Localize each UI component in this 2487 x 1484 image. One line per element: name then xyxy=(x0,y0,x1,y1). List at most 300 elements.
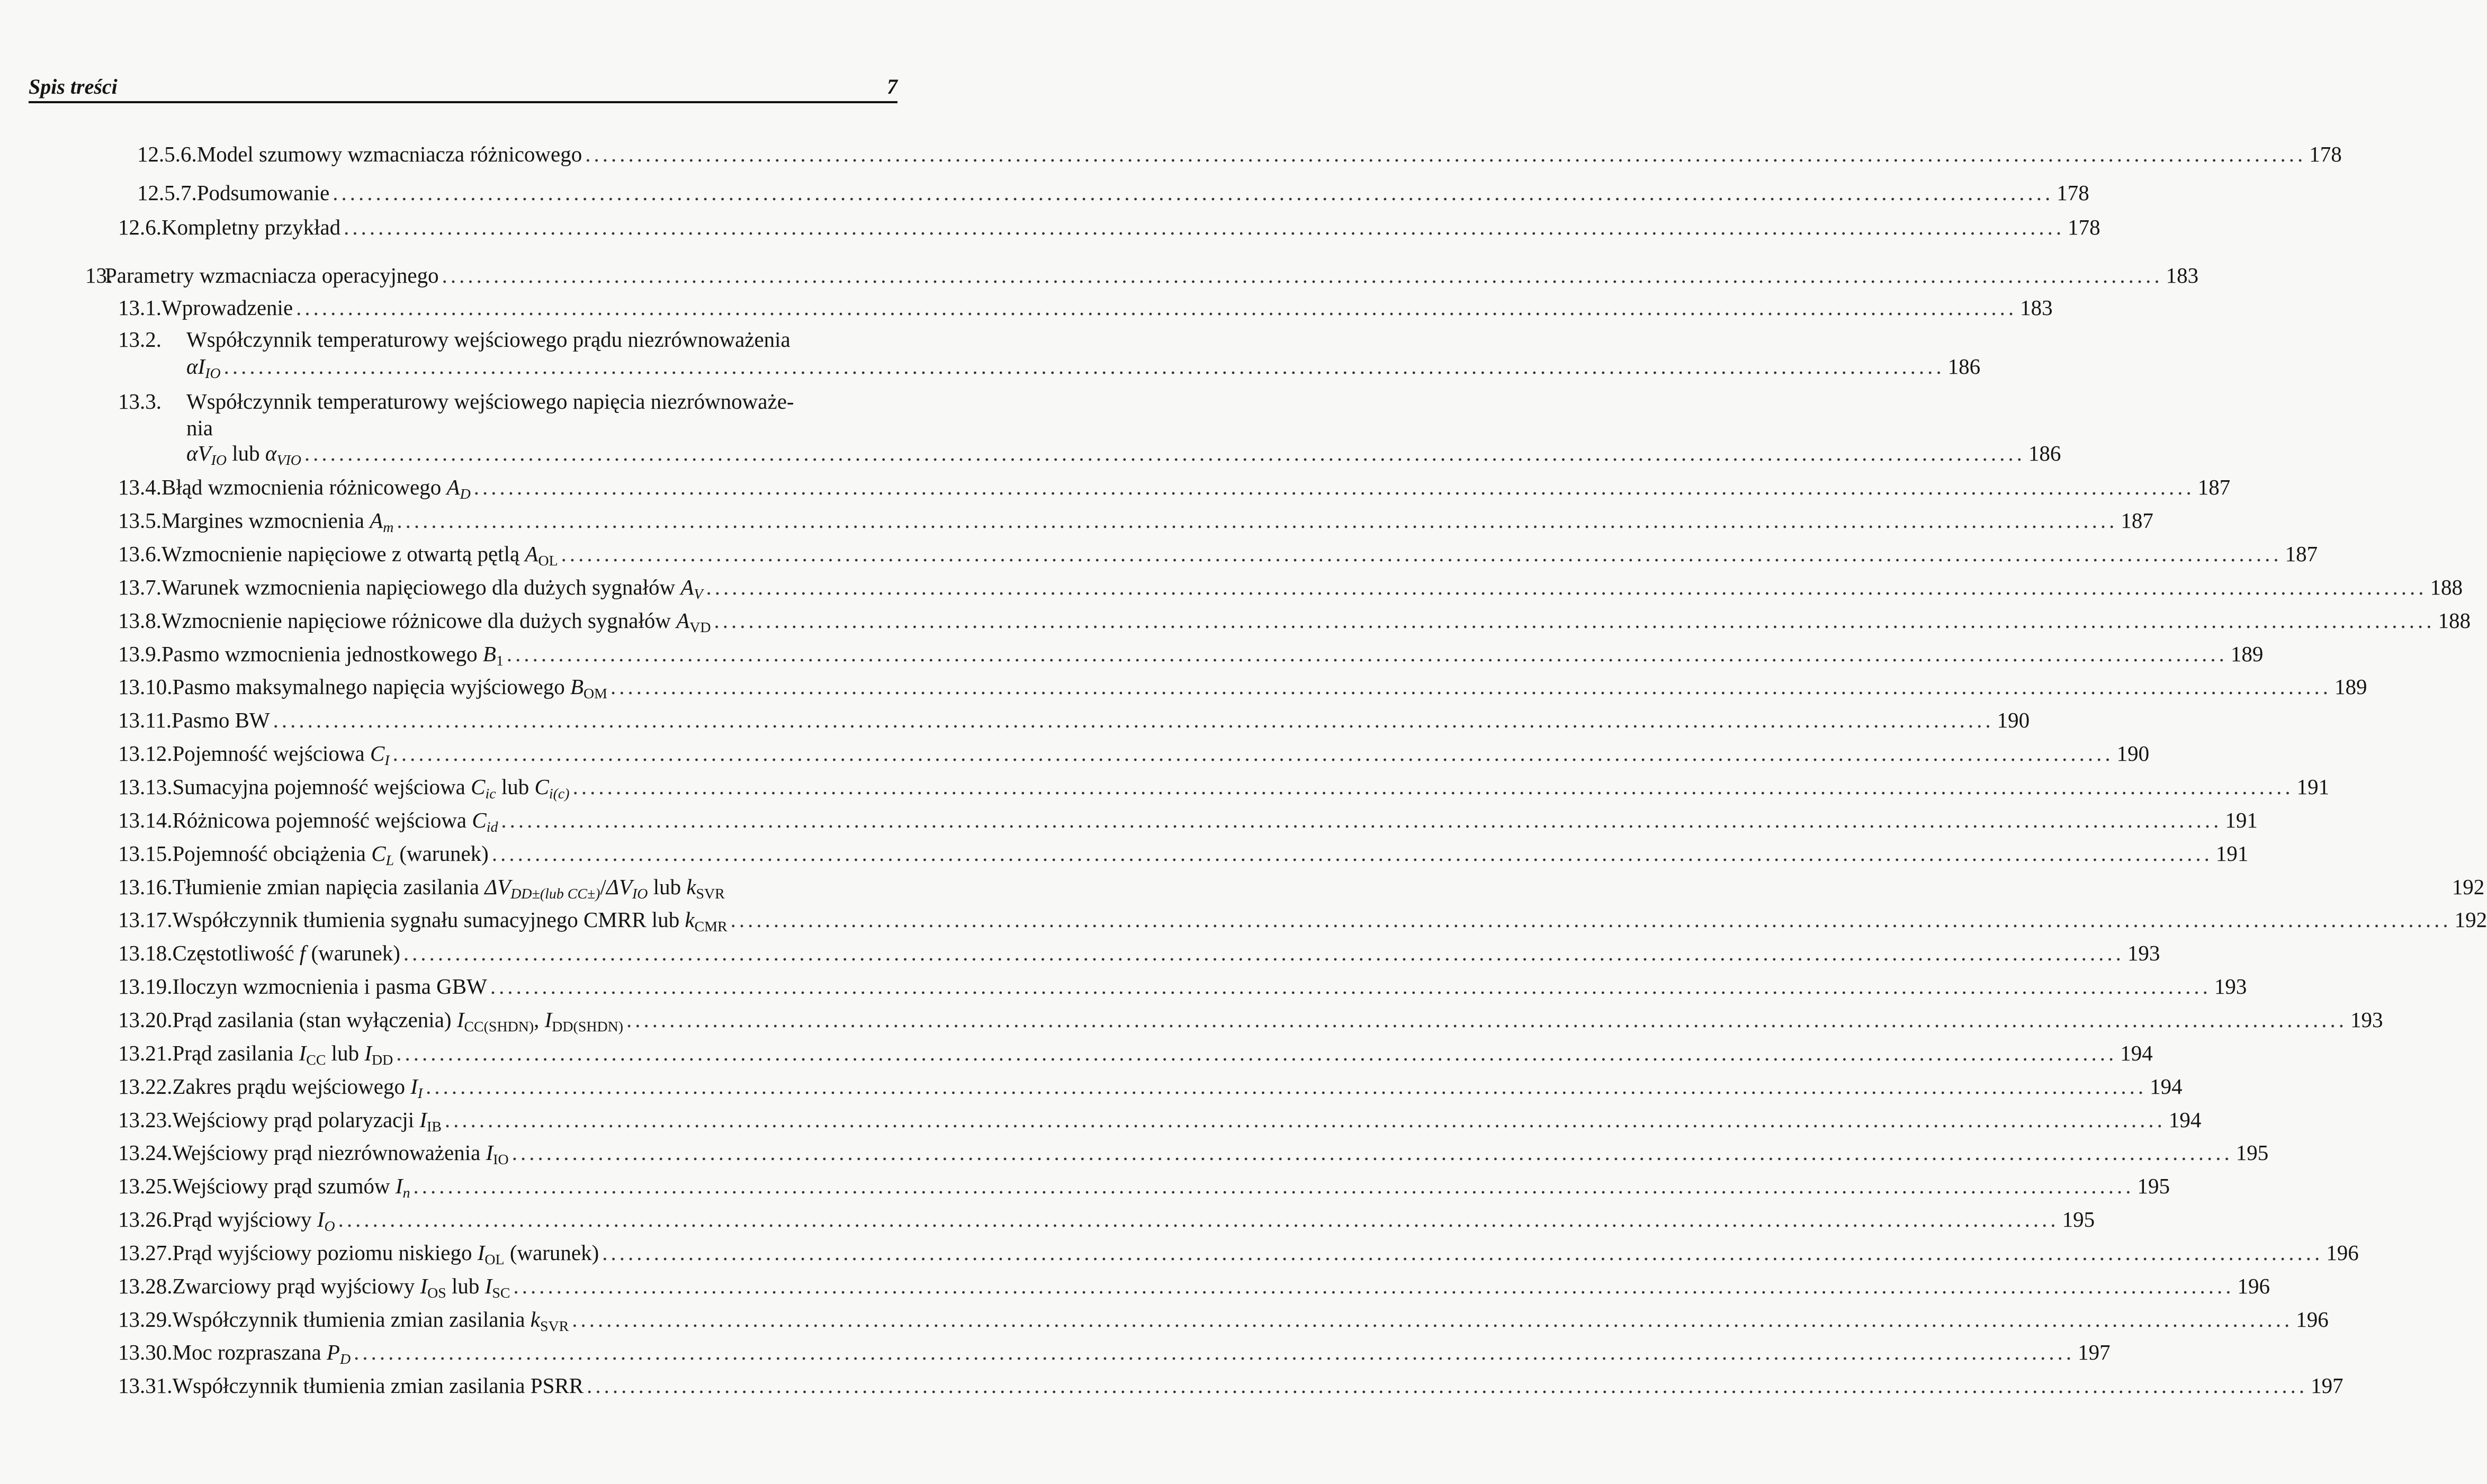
entry-title xyxy=(186,388,899,415)
entry-title xyxy=(172,906,2455,936)
toc-entry[interactable] xyxy=(118,1106,2202,1135)
math-symbol: I xyxy=(317,1207,325,1232)
entry-page: 187 xyxy=(2121,508,2153,533)
math-subscript: 1 xyxy=(496,652,504,669)
entry-page: 195 xyxy=(2137,1174,2170,1199)
entry-text: (warunek) xyxy=(394,841,489,866)
entry-title xyxy=(172,706,1997,734)
math-subscript: OM xyxy=(583,686,607,703)
toc-entry[interactable] xyxy=(118,573,2463,602)
entry-text: / xyxy=(600,874,606,899)
dot-leader: ........................................................................................................................................................................................................ xyxy=(506,641,2228,666)
entry-number: 13.13. xyxy=(118,775,173,799)
entry-number: 13.11. xyxy=(118,708,172,733)
entry-number: 13.5. xyxy=(118,508,161,533)
toc-entry[interactable] xyxy=(118,540,2318,569)
entry-title-text xyxy=(173,1006,624,1033)
entry-page: 194 xyxy=(2150,1074,2183,1099)
math-subscript: m xyxy=(383,519,394,536)
entry-number: 13.26. xyxy=(118,1207,173,1232)
entry-text: Warunek wzmocnienia napięciowego dla dużych sygnałów xyxy=(161,574,681,599)
entry-title xyxy=(173,1073,2150,1100)
entry-title-text xyxy=(173,740,390,767)
dot-leader: ........................................................................................................................................................................................................ xyxy=(706,574,2427,599)
entry-page: 196 xyxy=(2237,1273,2270,1298)
math-subscript: CC xyxy=(306,1051,326,1068)
entry-title-text xyxy=(173,1172,410,1200)
math-symbol: αI xyxy=(186,354,205,379)
entry-page: 183 xyxy=(2020,295,2053,320)
entry-title xyxy=(172,673,2335,703)
entry-title xyxy=(173,1106,2169,1134)
toc-entry[interactable] xyxy=(118,388,899,415)
entry-title xyxy=(173,1172,2138,1200)
math-subscript: CMR xyxy=(694,919,728,936)
math-symbol: I xyxy=(477,1240,485,1265)
entry-number: 12.6. xyxy=(118,214,161,239)
entry-title xyxy=(161,507,2121,534)
entry-title xyxy=(173,1206,2062,1233)
entry-title xyxy=(173,840,2216,867)
entry-text: Iloczyn wzmocnienia i pasma GBW xyxy=(172,974,487,999)
math-symbol: I xyxy=(364,1040,372,1065)
toc-entry[interactable] xyxy=(118,1006,2383,1035)
dot-leader: ........................................................................................................................................................................................................ xyxy=(473,475,2195,500)
entry-page: 195 xyxy=(2235,1140,2269,1165)
entry-number: 13.2. xyxy=(118,327,161,352)
entry-text: Współczynnik tłumienia sygnału sumacyjnego CMRR lub xyxy=(172,907,685,932)
toc-entry[interactable] xyxy=(118,294,2053,321)
entry-number: 13.14. xyxy=(118,807,173,832)
dot-leader: ........................................................................................................................................................................................................ xyxy=(610,674,2331,699)
entry-title-text xyxy=(173,1239,599,1266)
math-subscript: OS xyxy=(427,1284,446,1301)
entry-text: Wejściowy prąd niezrównoważenia xyxy=(172,1140,486,1165)
math-subscript: OL xyxy=(538,552,558,569)
math-subscript: IO xyxy=(493,1152,509,1168)
entry-number: 12.5.6. xyxy=(137,142,197,167)
entry-title-text xyxy=(173,840,489,867)
math-symbol: k xyxy=(685,907,695,932)
math-symbol: A xyxy=(680,574,694,599)
entry-number: 13.20. xyxy=(118,1007,173,1032)
dot-leader: ........................................................................................................................................................................................................ xyxy=(338,1207,2059,1232)
entry-title xyxy=(173,873,2452,901)
entry-title-text xyxy=(173,973,487,1000)
running-header-title: Spis treści xyxy=(29,75,118,98)
math-subscript: IO xyxy=(205,365,221,382)
entry-text: Prąd zasilania (stan wyłączenia) xyxy=(172,1007,457,1032)
math-subscript: IO xyxy=(632,885,648,902)
math-symbol: A xyxy=(525,542,538,566)
entry-title xyxy=(161,213,2068,241)
entry-page: 178 xyxy=(2057,181,2089,205)
entry-text: Błąd wzmocnienia różnicowego xyxy=(161,475,447,500)
toc-entry[interactable] xyxy=(118,1206,2095,1235)
math-subscript: I xyxy=(417,1085,423,1102)
entry-title-text xyxy=(173,1139,509,1166)
toc-entry[interactable] xyxy=(118,1039,2153,1068)
toc-entry[interactable] xyxy=(137,179,2089,206)
toc-entry-continuation[interactable] xyxy=(186,353,1981,382)
dot-leader: ........................................................................................................................................................................................................ xyxy=(442,263,2163,287)
entry-title xyxy=(173,1272,2238,1300)
entry-text: Zakres prądu wejściowego xyxy=(172,1074,411,1099)
math-subscript: L xyxy=(385,852,394,869)
math-subscript: D xyxy=(460,486,471,503)
toc-entry[interactable] xyxy=(118,673,2367,703)
toc-entry[interactable] xyxy=(118,1139,2269,1168)
dot-leader: ........................................................................................................................................................................................................ xyxy=(396,1040,2117,1065)
entry-title-text xyxy=(172,706,270,734)
math-subscript: VD xyxy=(689,619,711,636)
entry-page: 188 xyxy=(2438,608,2471,633)
entry-title-text xyxy=(172,673,607,703)
entry-title-text xyxy=(105,262,439,289)
entry-title-text xyxy=(186,326,791,353)
entry-number: 13.17. xyxy=(118,907,173,932)
math-symbol: C xyxy=(371,841,386,866)
dot-leader: ........................................................................................................................................................................................................ xyxy=(273,708,1994,733)
entry-page: 186 xyxy=(1947,354,1981,379)
entry-title-text xyxy=(197,140,582,168)
math-subscript: DD(SHDN) xyxy=(552,1018,624,1035)
math-subscript: V xyxy=(694,586,703,602)
dot-leader: ........................................................................................................................................................................................................ xyxy=(304,441,2025,466)
entry-number: 13.29. xyxy=(118,1307,173,1332)
toc-entry[interactable] xyxy=(118,973,2247,1000)
entry-title xyxy=(197,179,2057,206)
entry-title-text xyxy=(161,573,703,601)
entry-title-text xyxy=(173,806,498,834)
entry-text: lub xyxy=(446,1273,485,1298)
entry-title xyxy=(173,973,2214,1000)
entry-text: Pasmo maksymalnego napięcia wyjściowego xyxy=(172,674,570,699)
dot-leader: ........................................................................................................................................................................................................ xyxy=(602,1240,2323,1265)
entry-number: 13.18. xyxy=(118,941,173,966)
dot-leader: ........................................................................................................................................................................................................ xyxy=(354,1340,2075,1365)
entry-title xyxy=(173,1139,2236,1166)
entry-text: Współczynnik temperaturowy wejściowego prądu niezrównoważenia xyxy=(186,327,791,352)
toc-entry[interactable] xyxy=(118,1372,2344,1399)
toc-entry-continuation[interactable] xyxy=(186,439,2061,469)
dot-leader: ........................................................................................................................................................................................................ xyxy=(344,214,2065,239)
entry-title xyxy=(173,939,2127,967)
dot-leader: ........................................................................................................................................................................................................ xyxy=(403,941,2124,966)
entry-text: Współczynnik tłumienia zmian zasilania PSRR xyxy=(172,1373,584,1398)
entry-title xyxy=(173,1338,2078,1366)
dot-leader: ........................................................................................................................................................................................................ xyxy=(730,907,2452,932)
entry-page: 197 xyxy=(2078,1340,2111,1365)
entry-text: Częstotliwość xyxy=(172,941,300,966)
entry-page: 196 xyxy=(2326,1240,2359,1265)
entry-title xyxy=(173,773,2297,801)
entry-text: Wzmocnienie napięciowe różnicowe dla dużych sygnałów xyxy=(161,608,677,633)
entry-number: 13.22. xyxy=(118,1074,173,1099)
entry-text: lub xyxy=(648,874,687,899)
entry-text: Model szumowy wzmacniacza różnicowego xyxy=(196,142,582,167)
dot-leader: ........................................................................................................................................................................................................ xyxy=(392,741,2114,766)
entry-number: 13.15. xyxy=(118,841,173,866)
entry-title xyxy=(161,540,2285,568)
entry-number: 13.1. xyxy=(118,295,161,320)
math-symbol: I xyxy=(544,1007,552,1032)
math-symbol: I xyxy=(420,1273,428,1298)
math-symbol: ΔV xyxy=(484,874,511,899)
entry-text: Pojemność obciążenia xyxy=(172,841,372,866)
toc-entry[interactable] xyxy=(118,326,899,353)
math-subscript: i(c) xyxy=(549,785,570,802)
math-subscript: id xyxy=(486,819,498,835)
entry-title xyxy=(161,294,2020,321)
math-subscript: IO xyxy=(211,452,227,469)
entry-text: Prąd wyjściowy xyxy=(172,1207,317,1232)
math-subscript: ic xyxy=(485,785,496,802)
entry-title-text xyxy=(197,179,330,206)
entry-page: 178 xyxy=(2068,214,2100,239)
dot-leader: ........................................................................................................................................................................................................ xyxy=(572,1307,2293,1332)
dot-leader: ........................................................................................................................................................................................................ xyxy=(296,295,2017,320)
entry-text: Współczynnik tłumienia zmian zasilania xyxy=(172,1307,531,1332)
entry-page: 189 xyxy=(2334,674,2367,699)
header-rule xyxy=(29,101,897,103)
math-subscript: DD xyxy=(371,1051,393,1068)
entry-title xyxy=(173,740,2117,767)
entry-page: 195 xyxy=(2062,1207,2095,1232)
toc-entry[interactable] xyxy=(118,706,2030,734)
math-symbol: A xyxy=(370,508,383,533)
toc-entry[interactable] xyxy=(118,640,2264,669)
toc-entry[interactable] xyxy=(118,1239,2359,1268)
entry-title-text xyxy=(186,414,213,442)
entry-number: 13.21. xyxy=(118,1040,173,1065)
entry-number: 13.27. xyxy=(118,1240,173,1265)
math-symbol: I xyxy=(486,1140,493,1165)
entry-text: Parametry wzmacniacza operacyjnego xyxy=(105,263,439,287)
math-subscript: O xyxy=(324,1218,335,1235)
toc-entry[interactable] xyxy=(118,1172,2170,1201)
entry-page: 187 xyxy=(2197,475,2231,500)
math-symbol: C xyxy=(370,741,385,766)
math-symbol: C xyxy=(471,775,486,799)
toc-entry[interactable] xyxy=(118,773,2330,802)
dot-leader: ........................................................................................................................................................................................................ xyxy=(561,542,2282,566)
entry-title-text xyxy=(173,939,400,967)
math-symbol: k xyxy=(530,1307,540,1332)
entry-title-text xyxy=(172,906,728,936)
entry-number: 13.12. xyxy=(118,741,173,766)
entry-text: Wzmocnienie napięciowe z otwartą pętlą xyxy=(161,542,525,566)
toc-entry[interactable] xyxy=(118,507,2153,536)
math-subscript: D xyxy=(339,1351,351,1368)
dot-leader: ........................................................................................................................................................................................................ xyxy=(714,608,2435,633)
entry-text: Pasmo BW xyxy=(171,708,270,733)
math-subscript: CC(SHDN) xyxy=(464,1018,534,1035)
entry-page: 190 xyxy=(1997,708,2030,733)
entry-page: 186 xyxy=(2028,441,2061,466)
entry-text: Wejściowy prąd polaryzacji xyxy=(172,1107,420,1132)
entry-text: Pasmo wzmocnienia jednostkowego xyxy=(161,641,483,666)
math-symbol: I xyxy=(410,1074,418,1099)
math-symbol: P xyxy=(326,1340,340,1365)
math-subscript: DD±(lub CC±) xyxy=(510,885,600,902)
entry-title-text xyxy=(161,607,711,634)
toc-entry[interactable] xyxy=(85,262,2199,289)
entry-title xyxy=(173,1306,2296,1333)
entry-page: 187 xyxy=(2285,542,2318,566)
entry-text: Różnicowa pojemność wejściowa xyxy=(172,807,472,832)
math-symbol: ΔV xyxy=(606,874,633,899)
entry-text: Podsumowanie xyxy=(196,181,330,205)
dot-leader: ........................................................................................................................................................................................................ xyxy=(490,974,2211,999)
entry-number: 13.3. xyxy=(118,389,161,413)
entry-title-text xyxy=(173,1338,351,1366)
dot-leader: ........................................................................................................................................................................................................ xyxy=(511,1140,2233,1165)
toc-entry[interactable] xyxy=(118,740,2150,769)
entry-text: , xyxy=(534,1007,545,1032)
entry-page: 193 xyxy=(2350,1007,2383,1032)
entry-page: 192 xyxy=(2452,874,2485,899)
entry-page: 193 xyxy=(2214,974,2247,999)
entry-page: 197 xyxy=(2311,1373,2344,1398)
toc-entry[interactable] xyxy=(118,840,2249,869)
entry-page: 178 xyxy=(2309,142,2342,167)
entry-text: nia xyxy=(186,415,213,440)
entry-title-text xyxy=(173,1206,335,1233)
entry-text: lub xyxy=(227,441,265,466)
entry-text: lub xyxy=(326,1040,365,1065)
entry-title xyxy=(186,353,1948,380)
entry-text: Prąd wyjściowy poziomu niskiego xyxy=(172,1240,478,1265)
entry-page: 191 xyxy=(2215,841,2249,866)
entry-title xyxy=(173,806,2225,834)
math-symbol: I xyxy=(484,1273,492,1298)
math-symbol: I xyxy=(456,1007,464,1032)
entry-title xyxy=(161,573,2430,601)
entry-page: 191 xyxy=(2225,807,2258,832)
entry-title xyxy=(161,607,2438,634)
entry-text: lub xyxy=(496,775,535,799)
entry-text: Margines wzmocnienia xyxy=(161,508,370,533)
entry-number: 13.9. xyxy=(118,641,161,666)
toc-entry-continuation[interactable] xyxy=(186,414,899,442)
entry-number: 13.8. xyxy=(118,608,161,633)
entry-title-text xyxy=(161,213,340,241)
math-subscript: SC xyxy=(492,1284,510,1301)
math-subscript: VIO xyxy=(276,452,301,469)
math-symbol: B xyxy=(482,641,496,666)
entry-title-text xyxy=(186,439,301,467)
math-symbol: αV xyxy=(186,441,211,466)
entry-text: Wprowadzenie xyxy=(161,295,293,320)
entry-page: 194 xyxy=(2120,1040,2153,1065)
toc-entry[interactable] xyxy=(118,473,2231,503)
math-subscript: n xyxy=(402,1185,410,1201)
entry-title-text xyxy=(173,773,570,801)
entry-title-text xyxy=(173,1306,569,1333)
entry-title-text xyxy=(173,1272,510,1300)
dot-leader: ........................................................................................................................................................................................................ xyxy=(444,1107,2166,1132)
entry-title xyxy=(161,640,2231,668)
entry-text: Sumacyjna pojemność wejściowa xyxy=(172,775,471,799)
dot-leader: ........................................................................................................................................................................................................ xyxy=(491,841,2213,866)
entry-page: 188 xyxy=(2430,574,2463,599)
dot-leader: ........................................................................................................................................................................................................ xyxy=(501,807,2222,832)
dot-leader: ........................................................................................................................................................................................................ xyxy=(333,181,2054,205)
dot-leader: ........................................................................................................................................................................................................ xyxy=(426,1074,2147,1099)
entry-number: 13.28. xyxy=(118,1273,173,1298)
toc-entry[interactable] xyxy=(118,607,2471,636)
entry-page: 183 xyxy=(2166,263,2199,287)
entry-title xyxy=(197,140,2309,168)
entry-title-text xyxy=(173,873,725,901)
entry-title-text xyxy=(173,1039,393,1067)
entry-title xyxy=(161,473,2198,501)
toc-entry[interactable] xyxy=(118,873,2485,902)
entry-text: Kompletny przykład xyxy=(161,214,341,239)
entry-text: Zwarciowy prąd wyjściowy xyxy=(172,1273,420,1298)
toc-entry[interactable] xyxy=(137,140,2342,168)
entry-page: 192 xyxy=(2454,907,2487,932)
entry-title xyxy=(173,1006,2351,1033)
toc-entry[interactable] xyxy=(118,906,2487,936)
math-symbol: A xyxy=(446,475,460,500)
entry-text: (warunek) xyxy=(504,1240,599,1265)
math-symbol: A xyxy=(676,608,690,633)
dot-leader: ........................................................................................................................................................................................................ xyxy=(585,142,2306,167)
toc-entry[interactable] xyxy=(118,1272,2270,1301)
toc-entry[interactable] xyxy=(118,806,2258,835)
toc-entry[interactable] xyxy=(118,1306,2329,1335)
entry-title xyxy=(186,414,899,442)
entry-title-text xyxy=(173,1073,423,1100)
entry-page: 193 xyxy=(2127,941,2160,966)
toc-entry[interactable] xyxy=(118,213,2100,241)
entry-title xyxy=(173,1039,2121,1067)
entry-page: 190 xyxy=(2116,741,2150,766)
entry-number: 13.24. xyxy=(118,1140,173,1165)
entry-number: 13.10. xyxy=(118,674,173,699)
entry-title-text xyxy=(161,507,393,534)
page-number: 7 xyxy=(887,75,897,98)
entry-text: Prąd zasilania xyxy=(172,1040,299,1065)
math-subscript: IB xyxy=(427,1118,442,1135)
dot-leader: ........................................................................................................................................................................................................ xyxy=(223,354,1945,379)
entry-title xyxy=(105,262,2166,289)
toc-entry[interactable] xyxy=(118,1073,2183,1102)
math-symbol: α xyxy=(265,441,277,466)
toc-entry[interactable] xyxy=(118,939,2160,967)
entry-number: 13.31. xyxy=(118,1373,173,1398)
entry-text: Tłumienie zmian napięcia zasilania xyxy=(172,874,485,899)
dot-leader: ........................................................................................................................................................................................................ xyxy=(572,775,2294,799)
math-symbol: C xyxy=(534,775,549,799)
math-symbol: k xyxy=(686,874,696,899)
toc-entry[interactable] xyxy=(118,1338,2111,1368)
entry-number: 13.4. xyxy=(118,475,161,500)
entry-text: (warunek) xyxy=(306,941,400,966)
entry-text: Pojemność wejściowa xyxy=(172,741,370,766)
math-symbol: I xyxy=(299,1040,307,1065)
math-subscript: OL xyxy=(484,1251,505,1268)
entry-text: Moc rozpraszana xyxy=(172,1340,327,1365)
math-symbol: I xyxy=(395,1174,403,1199)
entry-title xyxy=(173,1239,2327,1266)
entry-text: Wejściowy prąd szumów xyxy=(172,1174,396,1199)
entry-title-text xyxy=(186,353,221,380)
math-symbol: f xyxy=(299,941,306,966)
entry-title-text xyxy=(173,1106,442,1134)
